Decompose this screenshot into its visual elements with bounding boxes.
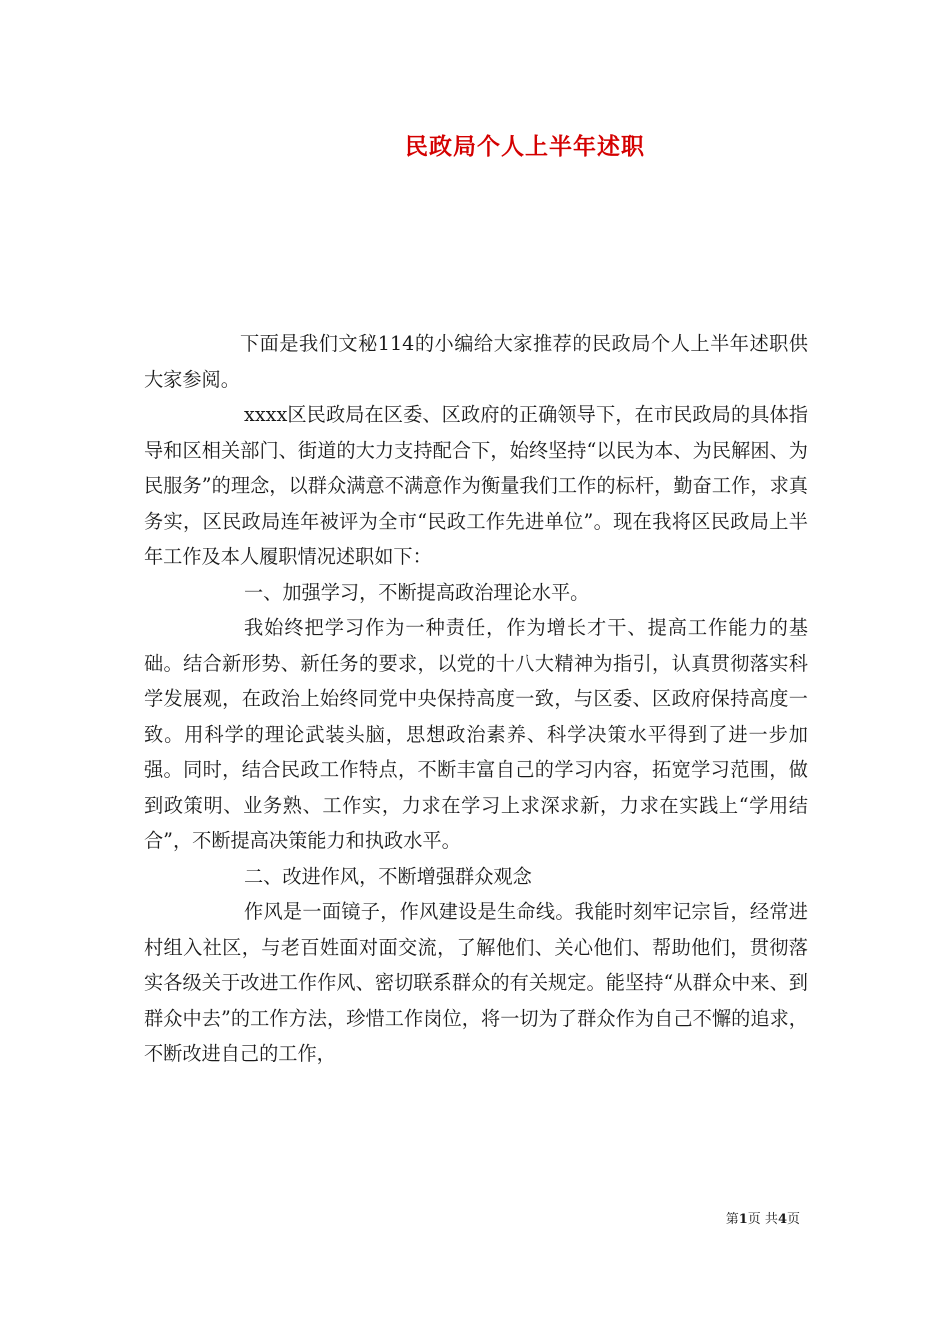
section-heading-1: 一、加强学习，不断提高政治理论水平。 [244,580,590,604]
paragraph-section-1: 我始终把学习作为一种责任，作为增长才干、提高工作能力的基础。结合新形势、新任务的要求，以党的十八大精神为指引，认真贯彻落实科学发展观，在政治上始终同党中央保持高度一致，与区委、区政府保持高度一致。用科学的理论武装头脑，思想政治素养、科学决策水平得到了进一步加强。同时，结合民政工作特点，不断丰富自己的学习内容，拓宽学习范围，做到政策明、业务熟、工作实，力求在学习上求深求新，力求在实践上“学用结合”，不断提高决策能力和执政水平。 [144,616,808,852]
footer-total-pages: 4 [777,1212,787,1227]
page-title: 民政局个人上半年述职 [405,133,645,160]
footer-middle: 页 共 [747,1212,778,1227]
document-body [144,326,808,1072]
section-heading-2: 二、改进作风，不断增强群众观念 [244,864,532,888]
paragraph-overview: xxxx区民政局在区委、区政府的正确领导下，在市民政局的具体指导和区相关部门、街道的大力支持配合下，始终坚持“以民为本、为民解困、为民服务”的理念，以群众满意不满意作为衡量我们工作的标杆，勤奋工作，求真务实，区民政局连年被评为全市“民政工作先进单位”。现在我将区民政局上半年工作及本人履职情况述职如下： [144,403,808,568]
paragraph-intro: 下面是我们文秘114的小编给大家推荐的民政局个人上半年述职供大家参阅。 [144,332,808,391]
page-footer [0,1208,950,1227]
paragraph-section-2: 作风是一面镜子，作风建设是生命线。我能时刻牢记宗旨，经常进村组入社区，与老百姓面对面交流，了解他们、关心他们、帮助他们，贯彻落实各级关于改进工作作风、密切联系群众的有关规定。能坚持“从群众中来、到群众中去”的工作方法，珍惜工作岗位，将一切为了群众作为自己不懈的追求，不断改进自己的工作， [144,900,808,1065]
footer-current-page: 1 [738,1212,748,1227]
footer-suffix: 页 [786,1212,800,1227]
footer-prefix: 第 [725,1212,739,1227]
